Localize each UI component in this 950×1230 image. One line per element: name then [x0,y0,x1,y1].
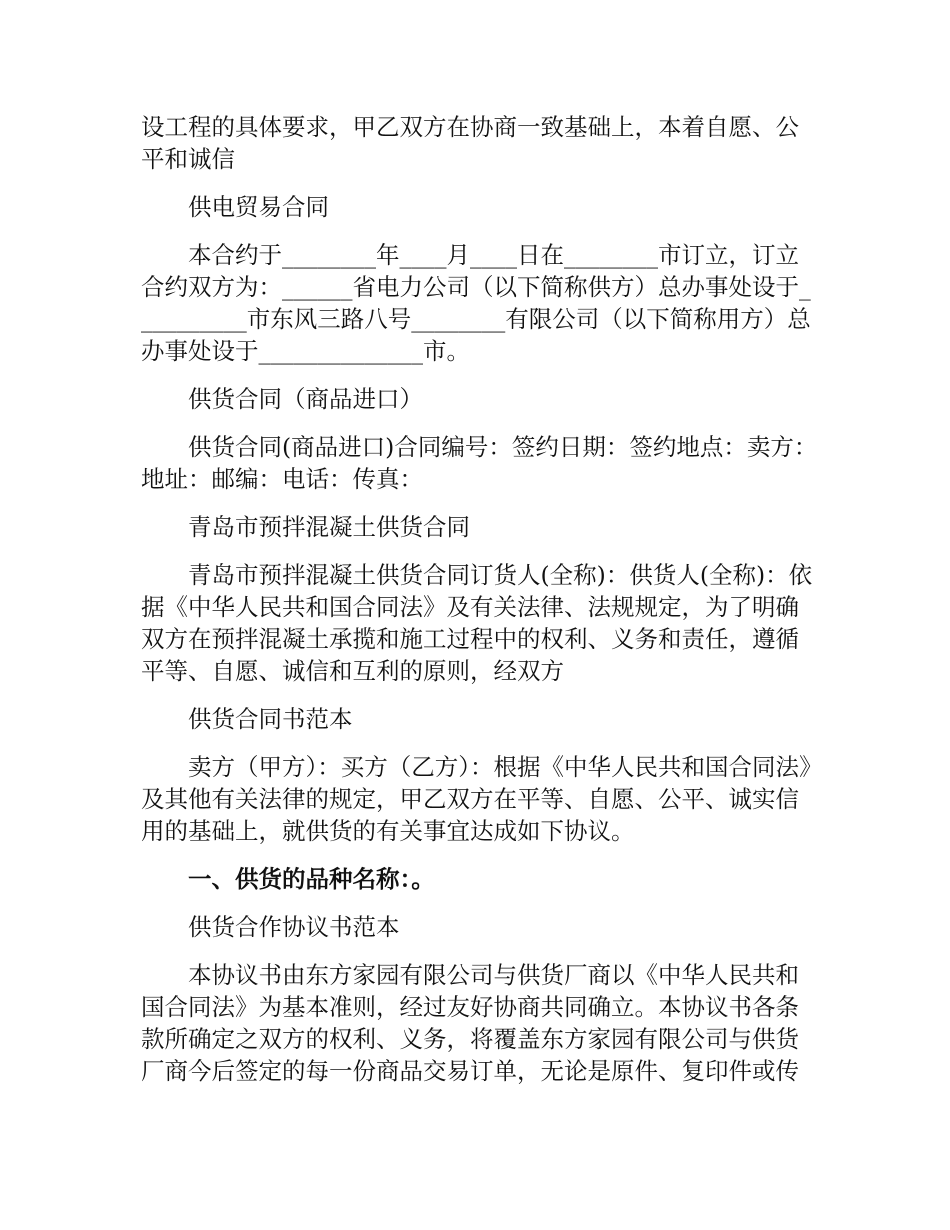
paragraph-power-supply-contract: 本合约于________年____月____日在________市订立，订立合约双方为：______省电力公司（以下简称供方）总办事处设于__________市东风三路八号________有限公司（以下简称用方）总办事处设于______________市。 [141,241,811,365]
section-title-import-supply-contract: 供货合同（商品进口） [188,385,423,413]
section-title-cooperation-agreement: 供货合作协议书范本 [188,913,400,941]
clause-heading-product-variety: 一、供货的品种名称：。 [188,865,435,893]
paragraph-import-supply-contract: 供货合同(商品进口)合同编号：签约日期：签约地点：卖方：地址：邮编：电话：传真： [141,433,818,493]
section-title-qingdao-concrete-contract: 青岛市预拌混凝土供货合同 [188,513,470,541]
paragraph-cooperation-agreement: 本协议书由东方家园有限公司与供货厂商以《中华人民共和国合同法》为基本准则，经过友好协商共同确立。本协议书各条款所确定之双方的权利、义务，将覆盖东方家园有限公司与供货厂商今后签定的每一份商品交易订单，无论是原件、复印件或传 [141,961,799,1085]
document-body [141,111,821,1103]
section-title-power-supply-contract: 供电贸易合同 [188,193,329,221]
section-title-supply-contract-template: 供货合同书范本 [188,705,353,733]
paragraph-qingdao-concrete-contract: 青岛市预拌混凝土供货合同订货人(全称)：供货人(全称)：依据《中华人民共和国合同法》及有关法律、法规规定，为了明确双方在预拌混凝土承揽和施工过程中的权利、义务和责任，遵循平等、自愿、诚信和互利的原则，经双方 [141,561,813,685]
paragraph-intro-continuation: 设工程的具体要求，甲乙双方在协商一致基础上，本着自愿、公平和诚信 [141,113,799,173]
paragraph-supply-contract-template: 卖方（甲方）：买方（乙方）：根据《中华人民共和国合同法》及其他有关法律的规定，甲乙双方在平等、自愿、公平、诚实信用的基础上，就供货的有关事宜达成如下协议。 [141,753,811,845]
